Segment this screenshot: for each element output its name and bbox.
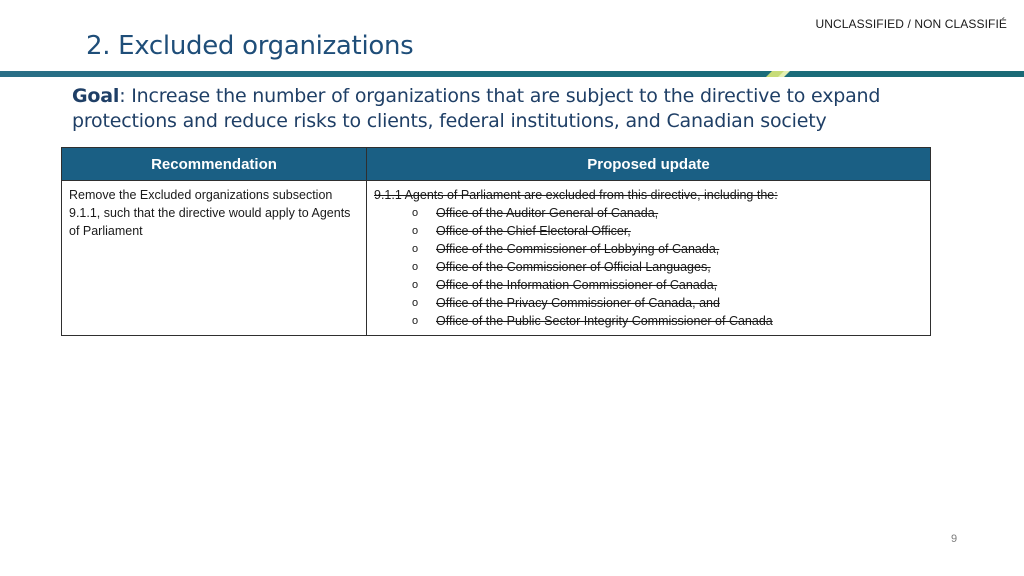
proposed-update-cell <box>367 181 931 336</box>
recommendation-cell: Remove the Excluded organizations subsection 9.1.1, such that the directive would apply to Agents of Parliament <box>62 181 367 336</box>
circle-bullet-icon: o <box>412 243 419 255</box>
list-item-text: Office of the Public Sector Integrity Commissioner of Canada <box>436 314 773 328</box>
circle-bullet-icon: o <box>412 279 419 291</box>
header-band <box>0 71 1024 77</box>
list-item <box>374 276 923 294</box>
classification-label: UNCLASSIFIED / NON CLASSIFIÉ <box>815 17 1007 31</box>
list-item-text: Office of the Information Commissioner of Canada, <box>436 278 718 292</box>
circle-bullet-icon: o <box>412 315 419 327</box>
list-item-text: Office of the Auditor General of Canada, <box>436 206 659 220</box>
recommendation-table <box>61 147 931 336</box>
list-item-text: Office of the Commissioner of Official Languages, <box>436 260 711 274</box>
column-header-recommendation: Recommendation <box>62 148 367 181</box>
list-item <box>374 204 923 222</box>
goal-statement <box>72 84 952 134</box>
circle-bullet-icon: o <box>412 207 419 219</box>
struck-heading: 9.1.1 Agents of Parliament are excluded from this directive, including the: <box>374 188 778 202</box>
list-item <box>374 312 923 330</box>
list-item <box>374 294 923 312</box>
goal-text: : Increase the number of organizations that are subject to the directive to expand protections and reduce risks to clients, federal institutions, and Canadian society <box>72 85 881 132</box>
page-number: 9 <box>951 533 958 545</box>
agents-list <box>374 204 923 330</box>
list-item-text: Office of the Chief Electoral Officer, <box>436 224 631 238</box>
circle-bullet-icon: o <box>412 225 419 237</box>
column-header-proposed-update: Proposed update <box>367 148 931 181</box>
list-item-text: Office of the Privacy Commissioner of Canada, and <box>436 296 720 310</box>
list-item <box>374 240 923 258</box>
goal-label: Goal <box>72 85 120 107</box>
circle-bullet-icon: o <box>412 261 419 273</box>
list-item <box>374 258 923 276</box>
slide-title: 2. Excluded organizations <box>86 31 414 61</box>
circle-bullet-icon: o <box>412 297 419 309</box>
table-header-row <box>62 148 931 181</box>
list-item-text: Office of the Commissioner of Lobbying of Canada, <box>436 242 720 256</box>
list-item <box>374 222 923 240</box>
table-row <box>62 181 931 336</box>
